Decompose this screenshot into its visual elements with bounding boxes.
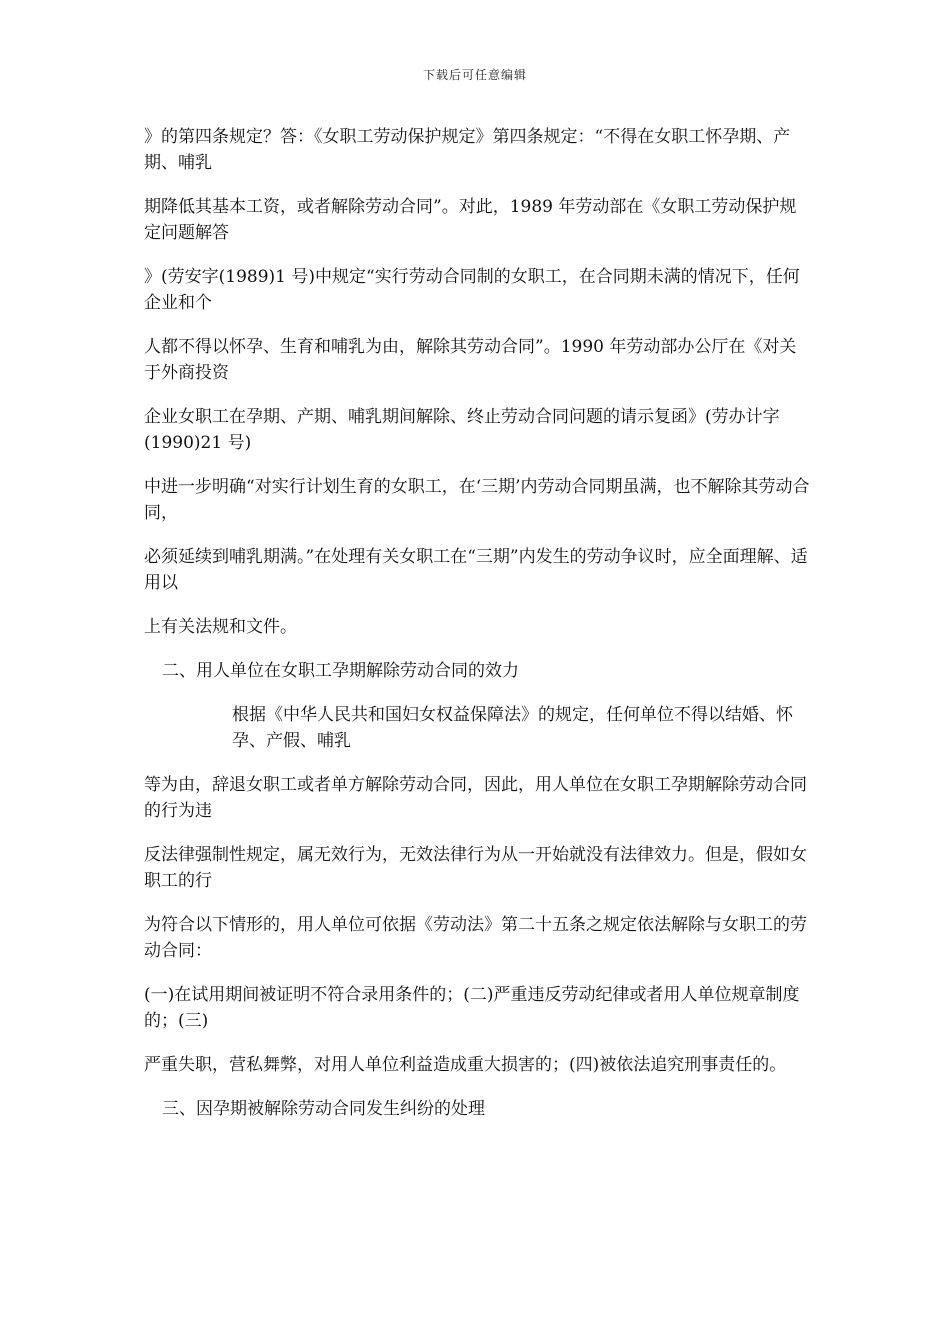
paragraph: 为符合以下情形的，用人单位可依据《劳动法》第二十五条之规定依法解除与女职工的劳动合同： xyxy=(144,915,807,961)
paragraph: 等为由，辞退女职工或者单方解除劳动合同，因此，用人单位在女职工孕期解除劳动合同的行为违 xyxy=(144,775,807,821)
paragraph: 》(劳安字(1989)1 号)中规定“实行劳动合同制的女职工，在合同期未满的情况下，任何企业和个 xyxy=(144,267,800,313)
paragraph: 根据《中华人民共和国妇女权益保障法》的规定，任何单位不得以结婚、怀孕、产假、哺乳 xyxy=(232,705,793,751)
paragraph: 严重失职，营私舞弊，对用人单位利益造成重大损害的；(四)被依法追究刑事责任的。 xyxy=(144,1055,787,1075)
paragraph: 企业女职工在孕期、产期、哺乳期间解除、终止劳动合同问题的请示复函》(劳办计字(1990)21 号) xyxy=(144,407,780,453)
paragraph: (一)在试用期间被证明不符合录用条件的；(二)严重违反劳动纪律或者用人单位规章制度的；(三) xyxy=(144,985,800,1031)
paragraph: 期降低其基本工资，或者解除劳动合同”。对此，1989 年劳动部在《女职工劳动保护规定问题解答 xyxy=(144,197,797,243)
section-heading-3: 三、因孕期被解除劳动合同发生纠纷的处理 xyxy=(162,1099,485,1119)
page-header: 下载后可任意编辑 xyxy=(422,68,527,82)
paragraph: 反法律强制性规定，属无效行为，无效法律行为从一开始就没有法律效力。但是，假如女职工的行 xyxy=(144,845,807,891)
document-body xyxy=(144,124,812,1140)
paragraph: 上有关法规和文件。 xyxy=(144,617,297,637)
paragraph: 》的第四条规定？答：《女职工劳动保护规定》第四条规定：“不得在女职工怀孕期、产期、哺乳 xyxy=(144,127,791,173)
paragraph: 人都不得以怀孕、生育和哺乳为由，解除其劳动合同”。1990 年劳动部办公厅在《对关于外商投资 xyxy=(144,337,797,383)
paragraph: 必须延续到哺乳期满。”在处理有关女职工在“三期”内发生的劳动争议时，应全面理解、适用以 xyxy=(144,547,808,593)
section-heading-2: 二、用人单位在女职工孕期解除劳动合同的效力 xyxy=(162,661,519,681)
paragraph: 中进一步明确“对实行计划生育的女职工，在‘三期’内劳动合同期虽满，也不解除其劳动合同， xyxy=(144,477,810,523)
